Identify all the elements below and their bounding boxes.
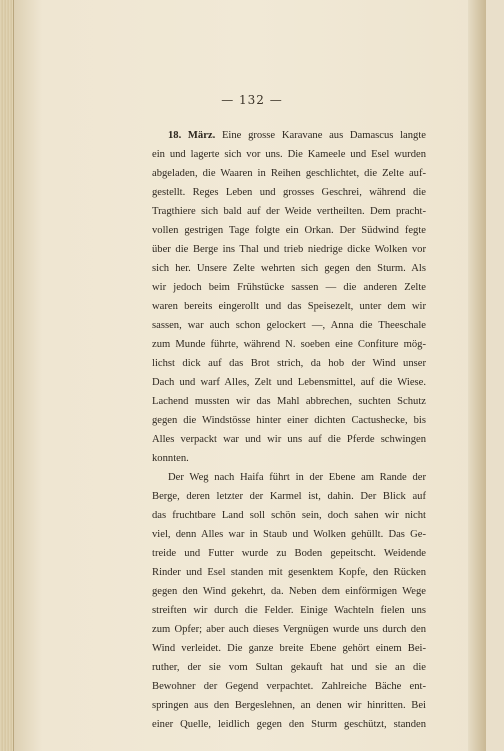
book-edge bbox=[0, 0, 14, 751]
date-heading: 18. März. bbox=[168, 130, 216, 141]
text-line: wir jedoch beim Frühstücke sassen — die anderen Zelte bbox=[152, 282, 426, 293]
text-line: Alles verpackt war und wir uns auf die Pferde schwingen bbox=[152, 434, 426, 445]
text-line: Der Weg nach Haifa führt in der Ebene am Rande der bbox=[168, 472, 426, 483]
text-line: vollen gestrigen Tage folgte ein Orkan. Der Südwind fegte bbox=[152, 225, 426, 236]
text-line: lichst dick auf das Brot strich, da hob der Wind unser bbox=[152, 358, 426, 369]
text-line: waren bereits eingerollt und das Speisezelt, unter dem wir bbox=[152, 301, 426, 312]
text-line: das fruchtbare Land soll schön sein, doch sahen wir nicht bbox=[152, 510, 426, 521]
page-edge-shadow bbox=[468, 0, 486, 751]
body-text bbox=[152, 126, 426, 734]
text-line: Berge, deren letzter der Karmel ist, dahin. Der Blick auf bbox=[152, 491, 426, 502]
text-line: über die Berge ins Thal und trieb niedrige dicke Wolken vor bbox=[152, 244, 426, 255]
text-line: einer Quelle, leidlich gegen den Sturm geschützt, standen bbox=[152, 719, 426, 730]
text-line: gestellt. Reges Leben und grosses Geschrei, während die bbox=[152, 187, 426, 198]
text-line: gegen die Windstösse hinter einer dichten Cactushecke, bis bbox=[152, 415, 426, 426]
text-line: abgeladen, die Waaren in Reihen geschlichtet, die Zelte auf- bbox=[152, 168, 426, 179]
text-line: gegen den Wind gekehrt, da. Neben dem einförmigen Wege bbox=[152, 586, 426, 597]
text-line: zum Opfer; aber auch dieses Vergnügen wurde uns durch den bbox=[152, 624, 426, 635]
text-line: sich her. Unsere Zelte wehrten sich gegen den Sturm. Als bbox=[152, 263, 426, 274]
page-number: — 132 — bbox=[221, 93, 283, 107]
text-line: Wind verleidet. Die ganze breite Ebene gehört einem Bei- bbox=[152, 643, 426, 654]
text-line: springen aus den Bergeslehnen, an denen wir hinritten. Bei bbox=[152, 700, 426, 711]
text-line: Bewohner der Gegend verpachtet. Zahlreiche Bäche ent- bbox=[152, 681, 426, 692]
text-line: ein und lagerte sich vor uns. Die Kameele und Esel wurden bbox=[152, 149, 426, 160]
text-line: konnten. bbox=[152, 453, 189, 464]
text-line: ruther, der sie vom Sultan gekauft hat und sie an die bbox=[152, 662, 426, 673]
text-line: Lachend mussten wir das Mahl abbrechen, suchten Schutz bbox=[152, 396, 426, 407]
text-line: treide und Futter wurde zu Boden gepeitscht. Weidende bbox=[152, 548, 426, 559]
text-line: sassen, war auch schon gelockert —, Anna die Theeschale bbox=[152, 320, 426, 331]
text-line: Rinder und Esel standen mit gesenktem Kopfe, den Rücken bbox=[152, 567, 426, 578]
text-line: viel, denn Alles war in Staub und Wolken gehüllt. Das Ge- bbox=[152, 529, 426, 540]
text-line: 18. März. Eine grosse Karavane aus Damascus langte bbox=[168, 130, 426, 141]
text-line: Tragthiere sich bald auf der Weide vertheilten. Dem pracht- bbox=[152, 206, 426, 217]
text-line: streiften wir durch die Felder. Einige Wachteln fielen uns bbox=[152, 605, 426, 616]
text-line: zum Munde führte, während N. soeben eine Confiture mög- bbox=[152, 339, 426, 350]
text-line: Dach und warf Alles, Zelt und Lebensmittel, auf die Wiese. bbox=[152, 377, 426, 388]
